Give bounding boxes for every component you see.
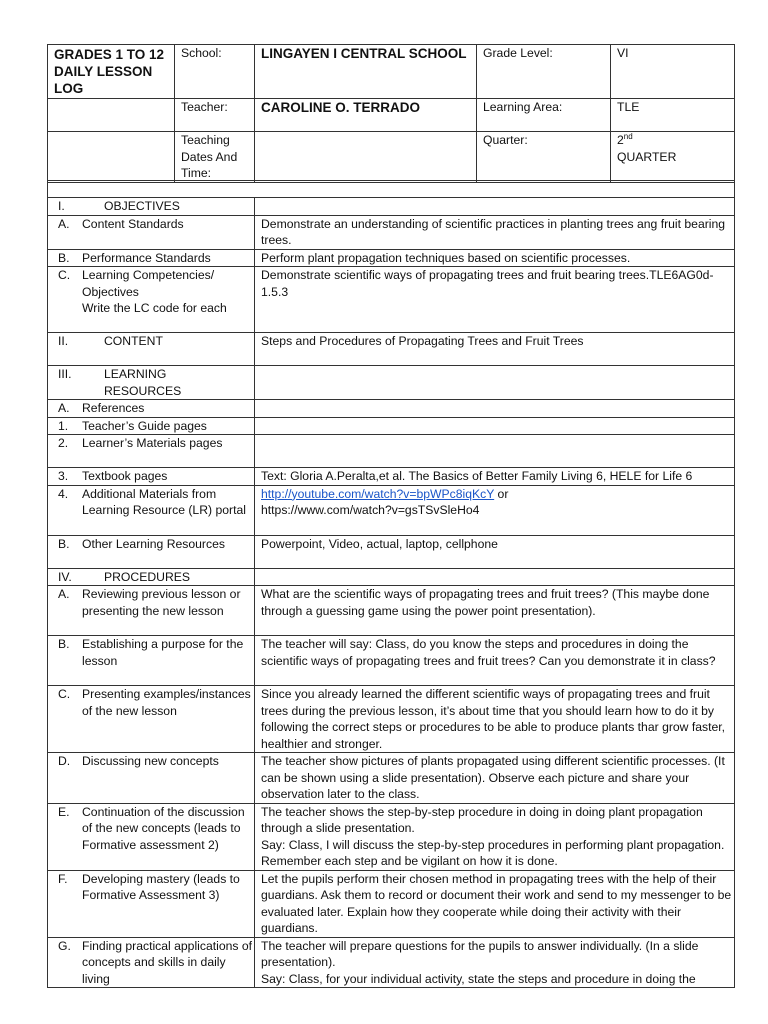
row-marker: A. (58, 216, 70, 231)
row-label: OBJECTIVES (104, 199, 180, 213)
table-row (48, 485, 735, 535)
learning-area-value: TLE (611, 99, 735, 132)
row-label: Developing mastery (leads to Formative Assessment 3) (82, 871, 240, 902)
table-row (48, 267, 735, 333)
row-label-note: Write the LC code for each (82, 301, 227, 315)
row-marker: B. (58, 250, 70, 265)
teaching-dates-value (255, 132, 477, 183)
table-row (48, 249, 735, 267)
school-value: LINGAYEN I CENTRAL SCHOOL (255, 45, 477, 99)
row-content-part: The teacher shows the step-by-step procedure in doing in doing plant propagation through a slide presentation. (261, 804, 703, 835)
row-content (255, 485, 735, 535)
row-content: The teacher show pictures of plants propagated using different scientific processes. (It can be shown using a slide presentation). Observe each picture and share your observation later to the class. (255, 753, 735, 804)
row-label: Teacher’s Guide pages (82, 418, 207, 433)
row-marker: 4. (58, 486, 69, 501)
section-row (48, 366, 735, 400)
row-marker: B. (58, 536, 70, 551)
row-label: LEARNING RESOURCES (104, 367, 182, 398)
quarter-label: Quarter: (477, 132, 611, 183)
row-label: Learner’s Materials pages (82, 436, 223, 450)
youtube-link[interactable]: http://youtube.com/watch?v=bpWPc8iqKcY (261, 486, 495, 501)
row-label: Discussing new concepts (82, 754, 219, 768)
grade-level-label: Grade Level: (477, 45, 611, 99)
quarter-word: QUARTER (617, 149, 677, 164)
teacher-label: Teacher: (175, 99, 255, 132)
table-row (48, 586, 735, 636)
row-content-part: Say: Class, I will discuss the step-by-step procedures in performing plant propagation. Remember each step and be vigilant on how it is done. (261, 837, 725, 868)
header-table (47, 44, 735, 183)
learning-area-label: Learning Area: (477, 99, 611, 132)
log-title: GRADES 1 TO 12 DAILY LESSON LOG (48, 45, 175, 99)
row-content (255, 435, 735, 468)
row-marker: I. (58, 199, 65, 213)
dll-table (47, 180, 735, 988)
row-label: Finding practical applications of concepts and skills in daily living (82, 938, 253, 986)
spacer-row (48, 181, 735, 198)
row-content (255, 366, 735, 400)
table-row (48, 636, 735, 686)
row-marker: A. (58, 401, 70, 415)
row-content: What are the scientific ways of propagating trees and fruit trees? (This maybe done through a guessing game using the power point presentation). (255, 586, 735, 636)
row-label: CONTENT (104, 334, 163, 348)
row-content (255, 937, 735, 988)
row-label: Textbook pages (82, 469, 168, 483)
row-content: Since you already learned the different scientific ways of propagating trees and fruit trees during the previous lesson, it’s about time that you should learn how to do it by following the correct steps or procedures to be able to produce plants thar grow faster, healthier and stronger. (255, 686, 735, 753)
row-content: Powerpoint, Video, actual, laptop, cellphone (255, 535, 735, 568)
row-content (255, 803, 735, 870)
table-row (48, 215, 735, 249)
row-content-part: Say: Class, for your individual activity, state the steps and procedure in doing the (261, 971, 696, 986)
row-label: Additional Materials from Learning Resource (LR) portal (82, 486, 246, 517)
row-marker: B. (58, 637, 70, 651)
row-label: Content Standards (82, 216, 184, 231)
table-row (48, 870, 735, 937)
row-label: PROCEDURES (104, 569, 191, 584)
table-row (48, 435, 735, 468)
row-marker: 2. (58, 436, 69, 450)
row-marker: II. (58, 334, 69, 348)
grade-level-value: VI (611, 45, 735, 99)
row-content (255, 568, 735, 586)
row-marker: III. (58, 367, 72, 381)
section-row (48, 568, 735, 586)
row-marker: 1. (58, 418, 69, 433)
row-label: Establishing a purpose for the lesson (82, 637, 244, 668)
row-content: Demonstrate scientific ways of propagating trees and fruit bearing trees.TLE6AG0d-1.5.3 (255, 267, 735, 333)
table-row (48, 535, 735, 568)
row-marker: E. (58, 804, 70, 819)
row-label: Continuation of the discussion of the new concepts (leads to Formative assessment 2) (82, 804, 245, 852)
row-content (255, 198, 735, 216)
row-marker: G. (58, 938, 71, 953)
row-label: References (82, 401, 145, 415)
empty-cell (48, 132, 175, 183)
row-marker: A. (58, 587, 70, 601)
quarter-number: 2 (617, 133, 624, 147)
table-row (48, 937, 735, 988)
row-marker: IV. (58, 569, 72, 584)
row-marker: D. (58, 754, 71, 768)
row-content (255, 417, 735, 435)
row-label: Learning Competencies/ Objectives (82, 268, 215, 299)
row-content: Let the pupils perform their chosen method in propagating trees with the help of their guardians. Ask them to record or document their work and send to my messenger to be evaluated later. Explain how they cooperate while doing their activity with their guardians. (255, 870, 735, 937)
row-marker: F. (58, 871, 68, 886)
table-row (48, 686, 735, 753)
teacher-value: CAROLINE O. TERRADO (255, 99, 477, 132)
row-content-part: The teacher will prepare questions for the pupils to answer individually. (In a slide presentation). (261, 938, 699, 969)
empty-cell (48, 99, 175, 132)
row-content: The teacher will say: Class, do you know the steps and procedures in doing the scientific ways of propagating trees and fruit trees? Can you demonstrate it in class? (255, 636, 735, 686)
row-marker: C. (58, 268, 71, 282)
section-row (48, 198, 735, 216)
section-row (48, 333, 735, 366)
row-label: Other Learning Resources (82, 536, 225, 551)
table-row (48, 417, 735, 435)
row-label: Reviewing previous lesson or presenting the new lesson (82, 587, 241, 618)
row-content (255, 400, 735, 418)
row-content: Steps and Procedures of Propagating Trees and Fruit Trees (255, 333, 735, 366)
quarter-value (611, 132, 735, 183)
table-row (48, 400, 735, 418)
table-row (48, 753, 735, 804)
row-content: Perform plant propagation techniques based on scientific processes. (255, 249, 735, 267)
row-label: Presenting examples/instances of the new lesson (82, 687, 251, 718)
row-content: Text: Gloria A.Peraltа,et al. The Basics of Better Family Living 6, HELE for Life 6 (255, 468, 735, 486)
school-label: School: (175, 45, 255, 99)
table-row (48, 803, 735, 870)
teaching-dates-label: Teaching Dates And Time: (175, 132, 255, 183)
quarter-suffix: nd (623, 132, 633, 141)
link-separator: or (494, 486, 509, 501)
row-marker: C. (58, 687, 71, 701)
row-content: Demonstrate an understanding of scientific practices in planting trees ang fruit bearing trees. (255, 215, 735, 249)
url-text: https://www.com/watch?v=gsTSvSleHo4 (261, 503, 480, 517)
table-row (48, 468, 735, 486)
row-label: Performance Standards (82, 250, 211, 265)
row-marker: 3. (58, 469, 69, 483)
